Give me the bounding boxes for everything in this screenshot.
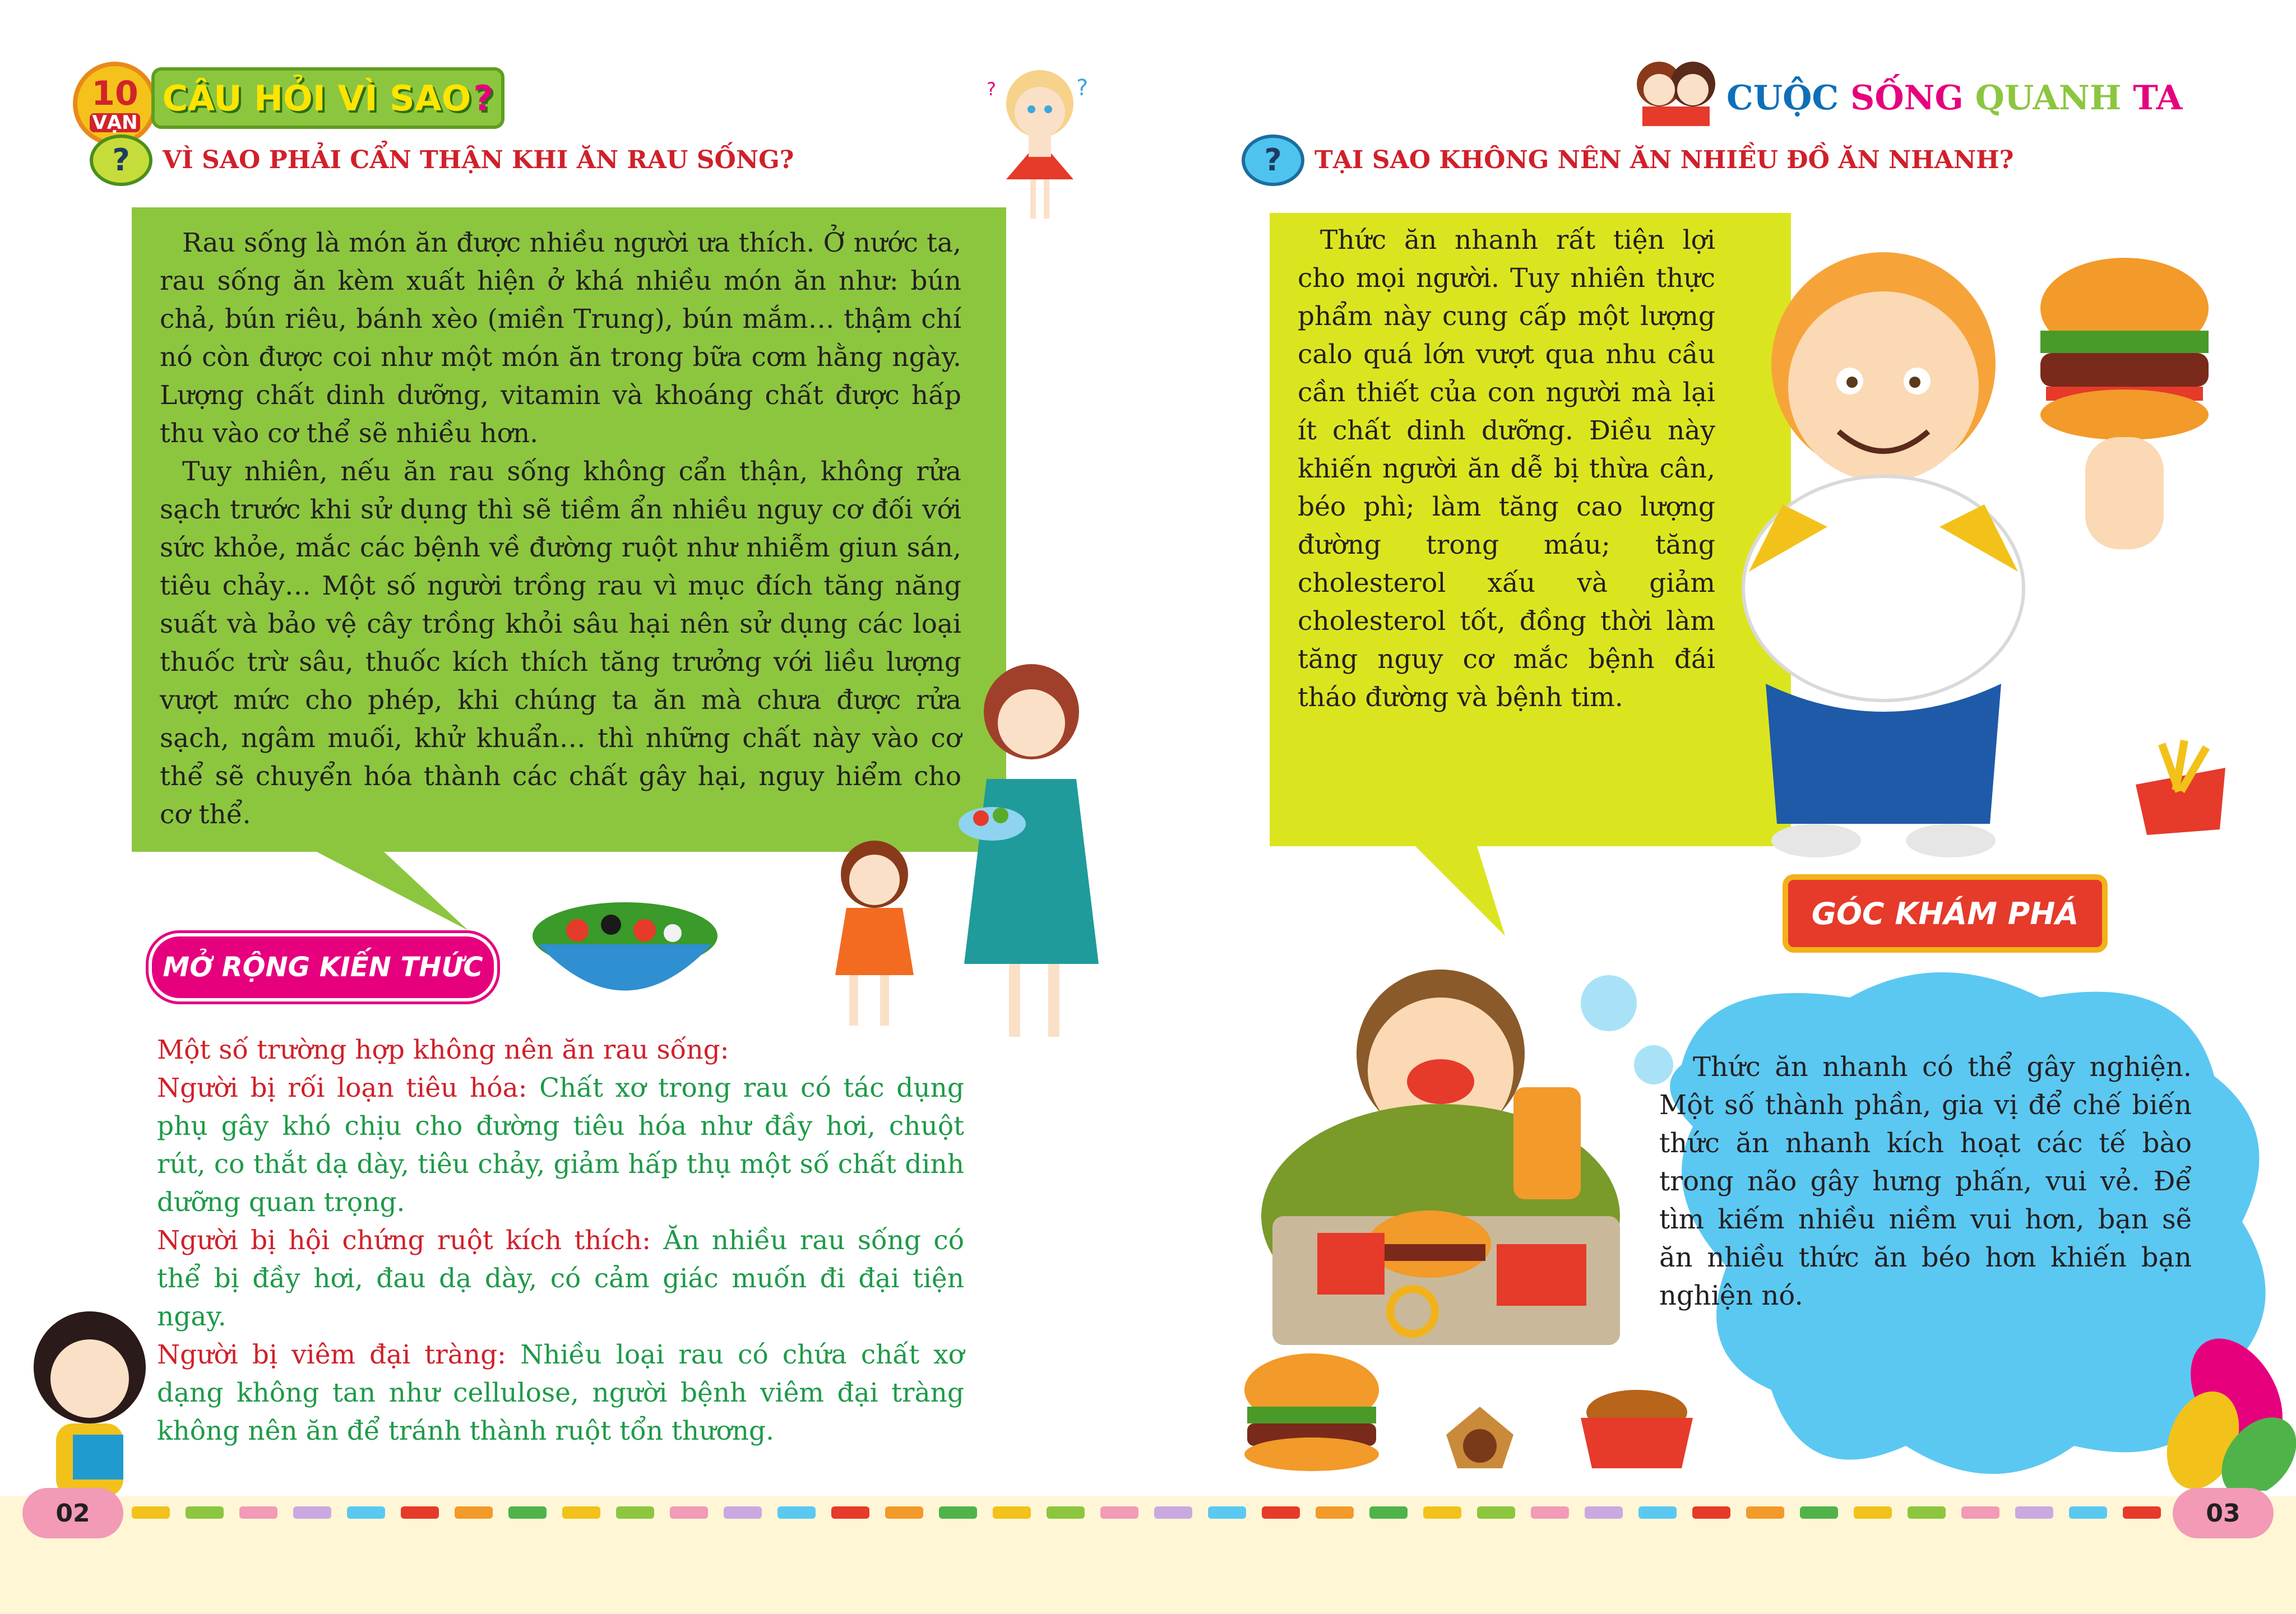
footer-dash [2069, 1506, 2107, 1519]
footer-dash [885, 1506, 923, 1519]
footer-dash [993, 1506, 1031, 1519]
footer-dash [455, 1506, 493, 1519]
footer-dash [616, 1506, 654, 1519]
brand-question-mark: ? [473, 77, 494, 119]
right-heading: TẠI SAO KHÔNG NÊN ĂN NHIỀU ĐỒ ĂN NHANH? [1314, 146, 2014, 174]
info-item-2-label: Người bị hội chứng ruột kích thích: [157, 1225, 651, 1256]
footer-dash [1208, 1506, 1246, 1519]
info-section [157, 1031, 964, 1450]
thinking-girl-illustration [975, 56, 1104, 230]
section-title-word-4: TA [2133, 78, 2183, 118]
right-body-text [1298, 221, 1715, 717]
footer-dash [1154, 1506, 1192, 1519]
footer-dash [132, 1506, 170, 1519]
footer-dash [831, 1506, 869, 1519]
footer-dash [1746, 1506, 1784, 1519]
footer-dash [1477, 1506, 1515, 1519]
pastry-roll-illustration [1441, 1401, 1519, 1474]
footer-dash [777, 1506, 816, 1519]
footer-dash [670, 1506, 708, 1519]
footer-band [0, 1496, 2296, 1614]
footer-dash [724, 1506, 762, 1519]
section-title-word-2: SỐNG [1850, 78, 1975, 118]
section-title [1726, 78, 2182, 118]
chicken-box-illustration [1575, 1384, 1698, 1474]
footer-dash [1047, 1506, 1085, 1519]
info-item-2 [157, 1222, 964, 1336]
footer-dash [239, 1506, 277, 1519]
footer-dash [1638, 1506, 1677, 1519]
footer-dash [401, 1506, 439, 1519]
footer-dash [1800, 1506, 1838, 1519]
info-intro: Một số trường hợp không nên ăn rau sống: [157, 1035, 729, 1065]
info-item-2-text: Ăn nhiều rau sống có thể bị đầy hơi, đau dạ dày, có cảm giác muốn đi đại tiện ngay. [157, 1225, 965, 1332]
footer-dash [1369, 1506, 1408, 1519]
cloud-paragraph: Thức ăn nhanh có thể gây nghiện. Một số thành phần, gia vị để chế biến thức ăn nhanh kích hoạt các tế bào trong não gây hưng phấn, vui vẻ. Để tìm kiếm nhiều niềm vui hơn, bạn sẽ ăn nhiều thức ăn béo hơn khiến bạn nghiện nó. [1659, 1051, 2192, 1311]
info-item-3-text: Nhiều loại rau có chứa chất xơ dạng không tan như cellulose, người bệnh viêm đại tràng không nên ăn để tránh thành ruột tổn thương. [157, 1339, 964, 1446]
footer-dash [293, 1506, 331, 1519]
mother-daughter-illustration [796, 650, 1144, 1054]
svg-text:?: ? [1076, 75, 1089, 101]
section-title-word-1: CUỘC [1726, 78, 1850, 118]
footer-dash [1316, 1506, 1354, 1519]
info-item-3 [157, 1336, 964, 1450]
brand-logo-badge [73, 62, 157, 146]
left-paragraph-1: Rau sống là món ăn được nhiều người ưa thích. Ở nước ta, rau sống ăn kèm xuất hiện ở khá nhiều món ăn như: bún chả, bún riêu, bánh xèo (miền Trung), bún mắm… thậm chí nó còn được coi như một món ăn trong bữa cơm hằng ngày. Lượng chất dinh dưỡng, vitamin và khoáng chất được hấp thu vào cơ thể sẽ nhiều hơn. [160, 228, 961, 449]
footer-dash [2123, 1506, 2161, 1519]
svg-text:?: ? [987, 78, 996, 100]
burger-illustration [1239, 1351, 1385, 1474]
brand-title [151, 67, 504, 129]
question-icon: ? [90, 134, 152, 186]
logo-word: VẠN [90, 113, 140, 132]
footer-dash [1854, 1506, 1892, 1519]
footer-dash [562, 1506, 600, 1519]
decorative-leaves [2164, 1328, 2296, 1491]
right-paragraph: Thức ăn nhanh rất tiện lợi cho mọi người. Tuy nhiên thực phẩm này cung cấp một lượng calo quá lớn vượt qua nhu cầu cần thiết của con người mà lại ít chất dinh dưỡng. Điều này khiến người ăn dễ bị thừa cân, béo phì; làm tăng cao lượng đường trong máu; tăng cholesterol xấu và giảm cholesterol tốt, đồng thời làm tăng nguy cơ mắc bệnh đái tháo đường và bệnh tim. [1298, 225, 1715, 713]
page-number-left: 02 [22, 1488, 123, 1538]
left-paragraph-2: Tuy nhiên, nếu ăn rau sống không cẩn thận, không rửa sạch trước khi sử dụng thì sẽ tiềm ẩn nhiều nguy cơ đối với sức khỏe, mắc các bệnh về đường ruột như nhiễm giun sán, tiêu chảy… Một số người trồng rau vì mục đích tăng năng suất và bảo vệ cây trồng khỏi sâu hại nên sử dụng các loại thuốc trừ sâu, thuốc kích thích tăng trưởng với liều lượng vượt mức cho phép, khi chúng ta ăn mà chưa được rửa sạch, ngâm muối, khử khuẩn… thì những chất này vào cơ thể sẽ chuyển hóa thành các chất gây hại, nguy hiểm cho cơ thể. [160, 456, 961, 830]
footer-dash [1262, 1506, 1300, 1519]
salad-bowl-illustration [527, 891, 723, 1026]
explore-corner-label: GÓC KHÁM PHÁ [1783, 874, 2108, 953]
footer-dash [1531, 1506, 1569, 1519]
footer-dash [1585, 1506, 1623, 1519]
logo-number: 10 [91, 74, 138, 113]
footer-dash [186, 1506, 224, 1519]
footer-dash [939, 1506, 977, 1519]
footer-dash [1908, 1506, 1946, 1519]
footer-dash [508, 1506, 547, 1519]
footer-dash [1100, 1506, 1138, 1519]
expand-knowledge-label: MỞ RỘNG KIẾN THỨC [149, 933, 497, 1001]
footer-dash [347, 1506, 385, 1519]
footer-dash [1961, 1506, 1999, 1519]
question-icon-right: ? [1242, 134, 1304, 186]
info-item-1 [157, 1069, 964, 1222]
kids-reading-icon [1631, 56, 1721, 129]
boy-eating-fastfood-illustration [1250, 953, 1710, 1356]
footer-dash [1692, 1506, 1730, 1519]
fries-illustration [2124, 740, 2242, 841]
info-item-3-label: Người bị viêm đại tràng: [157, 1339, 506, 1370]
page-number-right: 03 [2173, 1488, 2274, 1538]
cloud-text [1659, 1048, 2192, 1315]
section-title-word-3: QUANH [1975, 78, 2133, 118]
left-heading: VÌ SAO PHẢI CẨN THẬN KHI ĂN RAU SỐNG? [163, 146, 794, 174]
footer-dash [2015, 1506, 2053, 1519]
info-item-1-text: Chất xơ trong rau có tác dụng phụ gây khó chịu cho đường tiêu hóa như đầy hơi, chuột rút, co thắt dạ dày, tiêu chảy, giảm hấp thụ một số chất dinh dưỡng quan trọng. [157, 1073, 964, 1218]
info-item-1-label: Người bị rối loạn tiêu hóa: [157, 1073, 527, 1103]
footer-dash [1423, 1506, 1461, 1519]
brand-title-text: CÂU HỎI VÌ SAO [162, 77, 471, 119]
